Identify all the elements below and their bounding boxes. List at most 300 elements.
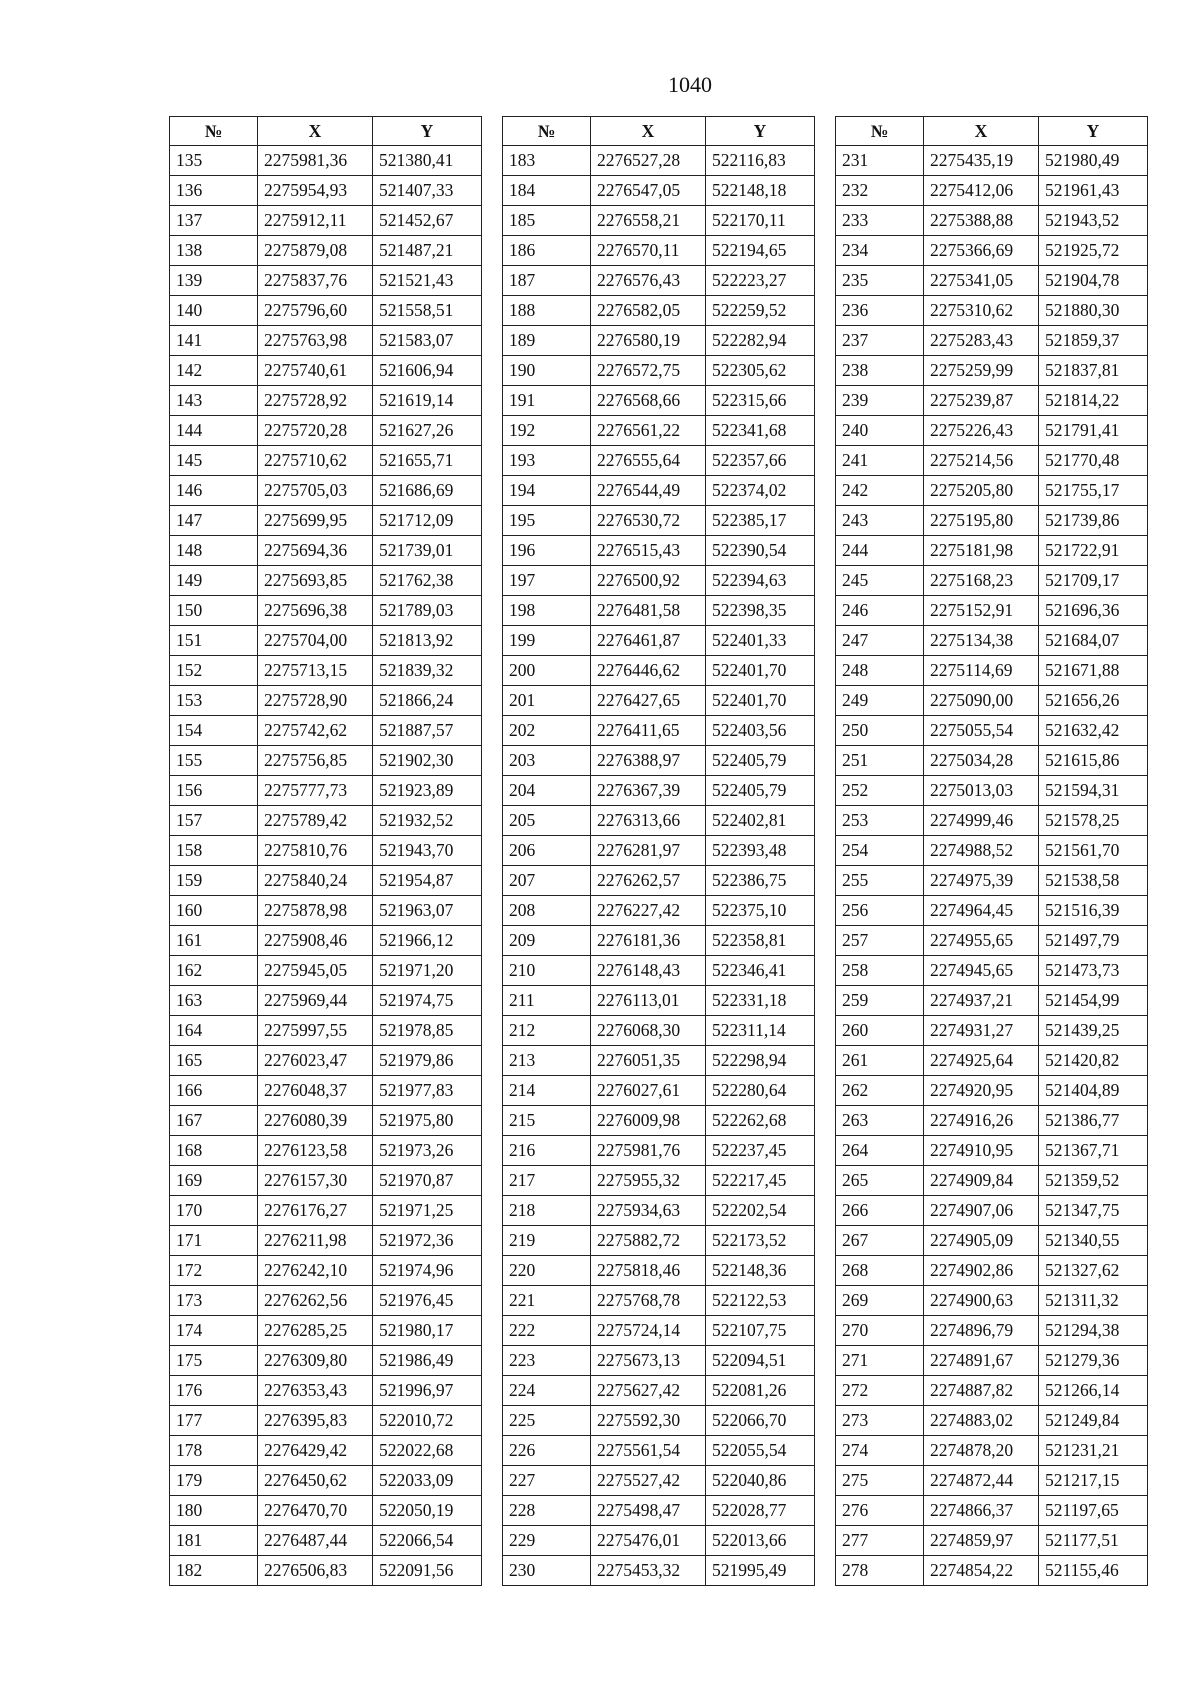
y-coordinate-cell: 522375,10 [706,896,815,926]
table-row [170,1136,482,1166]
point-number-cell: 205 [503,806,591,836]
table-row [503,1166,815,1196]
point-number-cell: 170 [170,1196,258,1226]
y-coordinate-cell: 521497,79 [1039,926,1148,956]
y-coordinate-cell: 521359,52 [1039,1166,1148,1196]
y-coordinate-cell: 521487,21 [373,236,482,266]
x-coordinate-cell: 2276309,80 [258,1346,373,1376]
table-row [170,806,482,836]
x-coordinate-cell: 2276555,64 [591,446,706,476]
x-coordinate-cell: 2275476,01 [591,1526,706,1556]
point-number-cell: 247 [836,626,924,656]
x-coordinate-cell: 2275796,60 [258,296,373,326]
x-coordinate-cell: 2275694,36 [258,536,373,566]
x-coordinate-cell: 2275945,05 [258,956,373,986]
point-number-cell: 193 [503,446,591,476]
y-coordinate-cell: 521977,83 [373,1076,482,1106]
y-coordinate-cell: 522385,17 [706,506,815,536]
x-coordinate-cell: 2275818,46 [591,1256,706,1286]
point-number-cell: 150 [170,596,258,626]
x-coordinate-cell: 2276281,97 [591,836,706,866]
point-number-cell: 227 [503,1466,591,1496]
point-number-cell: 204 [503,776,591,806]
y-coordinate-cell: 521231,21 [1039,1436,1148,1466]
point-number-cell: 275 [836,1466,924,1496]
table-row [170,326,482,356]
y-coordinate-cell: 522405,79 [706,776,815,806]
point-number-cell: 277 [836,1526,924,1556]
y-coordinate-cell: 521155,46 [1039,1556,1148,1586]
y-coordinate-cell: 522040,86 [706,1466,815,1496]
point-number-cell: 199 [503,626,591,656]
point-number-cell: 234 [836,236,924,266]
point-number-cell: 146 [170,476,258,506]
coordinates-table-2 [502,116,815,1586]
point-number-cell: 238 [836,356,924,386]
point-number-cell: 235 [836,266,924,296]
x-coordinate-cell: 2276530,72 [591,506,706,536]
x-coordinate-cell: 2276427,65 [591,686,706,716]
x-coordinate-cell: 2276411,65 [591,716,706,746]
x-coordinate-cell: 2274937,21 [924,986,1039,1016]
table-header-row [503,117,815,146]
point-number-cell: 220 [503,1256,591,1286]
y-coordinate-cell: 521976,45 [373,1286,482,1316]
x-coordinate-cell: 2276395,83 [258,1406,373,1436]
y-coordinate-cell: 521709,17 [1039,566,1148,596]
point-number-cell: 214 [503,1076,591,1106]
x-coordinate-cell: 2275882,72 [591,1226,706,1256]
table-row [836,176,1148,206]
x-coordinate-cell: 2275283,43 [924,326,1039,356]
table-row [170,776,482,806]
table-row [836,446,1148,476]
x-coordinate-cell: 2275934,63 [591,1196,706,1226]
point-number-cell: 215 [503,1106,591,1136]
point-number-cell: 224 [503,1376,591,1406]
x-coordinate-cell: 2275205,80 [924,476,1039,506]
x-coordinate-cell: 2275720,28 [258,416,373,446]
y-coordinate-cell: 521294,38 [1039,1316,1148,1346]
point-number-cell: 255 [836,866,924,896]
point-number-cell: 163 [170,986,258,1016]
point-number-cell: 151 [170,626,258,656]
point-number-cell: 147 [170,506,258,536]
point-number-cell: 152 [170,656,258,686]
point-number-cell: 223 [503,1346,591,1376]
table-row [503,926,815,956]
y-coordinate-cell: 521594,31 [1039,776,1148,806]
y-coordinate-cell: 521686,69 [373,476,482,506]
y-coordinate-cell: 521655,71 [373,446,482,476]
table-row [836,1526,1148,1556]
table-row [170,1436,482,1466]
y-coordinate-cell: 521979,86 [373,1046,482,1076]
point-number-cell: 157 [170,806,258,836]
point-number-cell: 161 [170,926,258,956]
point-number-cell: 190 [503,356,591,386]
x-coordinate-cell: 2276211,98 [258,1226,373,1256]
point-number-cell: 138 [170,236,258,266]
y-coordinate-cell: 521978,85 [373,1016,482,1046]
x-coordinate-cell: 2275954,93 [258,176,373,206]
x-coordinate-cell: 2276068,30 [591,1016,706,1046]
y-coordinate-cell: 522393,48 [706,836,815,866]
y-coordinate-cell: 522401,33 [706,626,815,656]
table-row [503,1136,815,1166]
table-row [170,1016,482,1046]
x-coordinate-cell: 2274999,46 [924,806,1039,836]
x-coordinate-cell: 2276582,05 [591,296,706,326]
y-coordinate-cell: 521656,26 [1039,686,1148,716]
y-coordinate-cell: 521380,41 [373,146,482,176]
table-row [503,986,815,1016]
x-coordinate-cell: 2276580,19 [591,326,706,356]
table-row [503,956,815,986]
table-row [503,1196,815,1226]
table-row [503,1286,815,1316]
y-coordinate-cell: 521880,30 [1039,296,1148,326]
table-row [836,626,1148,656]
y-coordinate-cell: 521923,89 [373,776,482,806]
x-coordinate-cell: 2276561,22 [591,416,706,446]
x-coordinate-cell: 2276487,44 [258,1526,373,1556]
table-header-row [836,117,1148,146]
y-coordinate-cell: 521177,51 [1039,1526,1148,1556]
y-coordinate-cell: 522405,79 [706,746,815,776]
point-number-cell: 153 [170,686,258,716]
table-row [836,1436,1148,1466]
y-coordinate-cell: 521974,75 [373,986,482,1016]
x-coordinate-cell: 2275435,19 [924,146,1039,176]
table-row [170,1076,482,1106]
point-number-cell: 180 [170,1496,258,1526]
table-row [503,236,815,266]
table-row [836,356,1148,386]
table-row [836,746,1148,776]
y-coordinate-cell: 522116,83 [706,146,815,176]
table-row [170,296,482,326]
x-coordinate-cell: 2275134,38 [924,626,1039,656]
table-row [503,1436,815,1466]
y-coordinate-cell: 522050,19 [373,1496,482,1526]
point-number-cell: 213 [503,1046,591,1076]
table-row [836,776,1148,806]
x-coordinate-cell: 2276367,39 [591,776,706,806]
y-coordinate-cell: 522223,27 [706,266,815,296]
x-coordinate-cell: 2276470,70 [258,1496,373,1526]
x-coordinate-cell: 2275997,55 [258,1016,373,1046]
y-coordinate-cell: 521902,30 [373,746,482,776]
table-row [170,1046,482,1076]
x-coordinate-cell: 2274975,39 [924,866,1039,896]
point-number-cell: 241 [836,446,924,476]
table-row [503,896,815,926]
y-coordinate-cell: 521762,38 [373,566,482,596]
table-row [503,446,815,476]
point-number-cell: 273 [836,1406,924,1436]
point-number-cell: 165 [170,1046,258,1076]
y-coordinate-cell: 521755,17 [1039,476,1148,506]
y-coordinate-cell: 521279,36 [1039,1346,1148,1376]
y-coordinate-cell: 521971,20 [373,956,482,986]
column-header-number: № [836,117,924,146]
x-coordinate-cell: 2276450,62 [258,1466,373,1496]
table-row [170,266,482,296]
table-row [170,1226,482,1256]
x-coordinate-cell: 2275592,30 [591,1406,706,1436]
x-coordinate-cell: 2276113,01 [591,986,706,1016]
x-coordinate-cell: 2275763,98 [258,326,373,356]
table-row [836,1106,1148,1136]
point-number-cell: 265 [836,1166,924,1196]
x-coordinate-cell: 2275181,98 [924,536,1039,566]
table-row [836,386,1148,416]
y-coordinate-cell: 521887,57 [373,716,482,746]
table-row [170,596,482,626]
x-coordinate-cell: 2275713,15 [258,656,373,686]
table-row [170,356,482,386]
point-number-cell: 162 [170,956,258,986]
y-coordinate-cell: 521995,49 [706,1556,815,1586]
y-coordinate-cell: 521386,77 [1039,1106,1148,1136]
x-coordinate-cell: 2275090,00 [924,686,1039,716]
y-coordinate-cell: 522358,81 [706,926,815,956]
x-coordinate-cell: 2275705,03 [258,476,373,506]
x-coordinate-cell: 2274902,86 [924,1256,1039,1286]
y-coordinate-cell: 521943,52 [1039,206,1148,236]
table-row [170,1406,482,1436]
y-coordinate-cell: 521986,49 [373,1346,482,1376]
table-row [170,1286,482,1316]
point-number-cell: 200 [503,656,591,686]
point-number-cell: 166 [170,1076,258,1106]
table-row [503,836,815,866]
y-coordinate-cell: 521340,55 [1039,1226,1148,1256]
table-row [170,986,482,1016]
x-coordinate-cell: 2276446,62 [591,656,706,686]
x-coordinate-cell: 2275837,76 [258,266,373,296]
x-coordinate-cell: 2275756,85 [258,746,373,776]
x-coordinate-cell: 2276027,61 [591,1076,706,1106]
point-number-cell: 140 [170,296,258,326]
point-number-cell: 243 [836,506,924,536]
table-row [836,566,1148,596]
point-number-cell: 192 [503,416,591,446]
y-coordinate-cell: 522280,64 [706,1076,815,1106]
point-number-cell: 164 [170,1016,258,1046]
point-number-cell: 148 [170,536,258,566]
point-number-cell: 257 [836,926,924,956]
x-coordinate-cell: 2275768,78 [591,1286,706,1316]
x-coordinate-cell: 2276262,56 [258,1286,373,1316]
table-row [503,746,815,776]
x-coordinate-cell: 2275561,54 [591,1436,706,1466]
point-number-cell: 207 [503,866,591,896]
point-number-cell: 159 [170,866,258,896]
x-coordinate-cell: 2275152,91 [924,596,1039,626]
x-coordinate-cell: 2275742,62 [258,716,373,746]
table-row [170,896,482,926]
x-coordinate-cell: 2274859,97 [924,1526,1039,1556]
y-coordinate-cell: 521837,81 [1039,356,1148,386]
x-coordinate-cell: 2275912,11 [258,206,373,236]
y-coordinate-cell: 521791,41 [1039,416,1148,446]
y-coordinate-cell: 521452,67 [373,206,482,236]
table-row [503,1226,815,1256]
table-row [503,716,815,746]
x-coordinate-cell: 2275696,38 [258,596,373,626]
table-row [836,476,1148,506]
point-number-cell: 264 [836,1136,924,1166]
x-coordinate-cell: 2274887,82 [924,1376,1039,1406]
x-coordinate-cell: 2276148,43 [591,956,706,986]
point-number-cell: 239 [836,386,924,416]
x-coordinate-cell: 2275879,08 [258,236,373,266]
point-number-cell: 136 [170,176,258,206]
y-coordinate-cell: 521839,32 [373,656,482,686]
point-number-cell: 219 [503,1226,591,1256]
point-number-cell: 206 [503,836,591,866]
x-coordinate-cell: 2274955,65 [924,926,1039,956]
x-coordinate-cell: 2275777,73 [258,776,373,806]
y-coordinate-cell: 521327,62 [1039,1256,1148,1286]
point-number-cell: 258 [836,956,924,986]
y-coordinate-cell: 521974,96 [373,1256,482,1286]
point-number-cell: 135 [170,146,258,176]
x-coordinate-cell: 2276242,10 [258,1256,373,1286]
y-coordinate-cell: 521925,72 [1039,236,1148,266]
point-number-cell: 242 [836,476,924,506]
y-coordinate-cell: 521619,14 [373,386,482,416]
y-coordinate-cell: 521347,75 [1039,1196,1148,1226]
table-row [836,146,1148,176]
point-number-cell: 175 [170,1346,258,1376]
x-coordinate-cell: 2275810,76 [258,836,373,866]
table-row [170,956,482,986]
table-row [170,1316,482,1346]
y-coordinate-cell: 522315,66 [706,386,815,416]
y-coordinate-cell: 521632,42 [1039,716,1148,746]
point-number-cell: 191 [503,386,591,416]
x-coordinate-cell: 2275034,28 [924,746,1039,776]
coordinates-table-3 [835,116,1148,1586]
x-coordinate-cell: 2276353,43 [258,1376,373,1406]
x-coordinate-cell: 2274964,45 [924,896,1039,926]
table-row [836,236,1148,266]
y-coordinate-cell: 521684,07 [1039,626,1148,656]
point-number-cell: 211 [503,986,591,1016]
table-row [170,1376,482,1406]
table-row [503,1316,815,1346]
point-number-cell: 233 [836,206,924,236]
point-number-cell: 256 [836,896,924,926]
y-coordinate-cell: 522237,45 [706,1136,815,1166]
point-number-cell: 177 [170,1406,258,1436]
table-row [503,596,815,626]
table-row [170,866,482,896]
x-coordinate-cell: 2276023,47 [258,1046,373,1076]
point-number-cell: 202 [503,716,591,746]
point-number-cell: 251 [836,746,924,776]
y-coordinate-cell: 522262,68 [706,1106,815,1136]
table-row [170,1526,482,1556]
y-coordinate-cell: 521538,58 [1039,866,1148,896]
table-row [836,506,1148,536]
y-coordinate-cell: 521671,88 [1039,656,1148,686]
y-coordinate-cell: 521943,70 [373,836,482,866]
page-number: 1040 [668,72,712,97]
y-coordinate-cell: 522357,66 [706,446,815,476]
table-row [503,1466,815,1496]
point-number-cell: 144 [170,416,258,446]
point-number-cell: 216 [503,1136,591,1166]
point-number-cell: 226 [503,1436,591,1466]
point-number-cell: 217 [503,1166,591,1196]
x-coordinate-cell: 2276051,35 [591,1046,706,1076]
x-coordinate-cell: 2275878,98 [258,896,373,926]
x-coordinate-cell: 2274872,44 [924,1466,1039,1496]
table-row [170,1466,482,1496]
x-coordinate-cell: 2275412,06 [924,176,1039,206]
table-row [170,536,482,566]
y-coordinate-cell: 522259,52 [706,296,815,326]
point-number-cell: 197 [503,566,591,596]
x-coordinate-cell: 2274909,84 [924,1166,1039,1196]
x-coordinate-cell: 2276568,66 [591,386,706,416]
coordinates-table-1 [169,116,482,1586]
x-coordinate-cell: 2275673,13 [591,1346,706,1376]
x-coordinate-cell: 2275259,99 [924,356,1039,386]
table-row [170,236,482,266]
y-coordinate-cell: 522022,68 [373,1436,482,1466]
column-header-y: Y [1039,117,1148,146]
point-number-cell: 195 [503,506,591,536]
y-coordinate-cell: 521954,87 [373,866,482,896]
y-coordinate-cell: 522066,70 [706,1406,815,1436]
table-row [170,1556,482,1586]
point-number-cell: 260 [836,1016,924,1046]
y-coordinate-cell: 522282,94 [706,326,815,356]
point-number-cell: 245 [836,566,924,596]
point-number-cell: 250 [836,716,924,746]
x-coordinate-cell: 2275710,62 [258,446,373,476]
x-coordinate-cell: 2276285,25 [258,1316,373,1346]
y-coordinate-cell: 521722,91 [1039,536,1148,566]
x-coordinate-cell: 2275366,69 [924,236,1039,266]
table-row [503,1406,815,1436]
table-row [503,1526,815,1556]
point-number-cell: 229 [503,1526,591,1556]
x-coordinate-cell: 2276176,27 [258,1196,373,1226]
table-row [836,1316,1148,1346]
point-number-cell: 262 [836,1076,924,1106]
y-coordinate-cell: 522374,02 [706,476,815,506]
point-number-cell: 172 [170,1256,258,1286]
column-header-y: Y [373,117,482,146]
y-coordinate-cell: 522170,11 [706,206,815,236]
table-row [836,536,1148,566]
x-coordinate-cell: 2276570,11 [591,236,706,266]
table-row [170,506,482,536]
point-number-cell: 189 [503,326,591,356]
point-number-cell: 185 [503,206,591,236]
point-number-cell: 231 [836,146,924,176]
x-coordinate-cell: 2274896,79 [924,1316,1039,1346]
table-row [170,746,482,776]
y-coordinate-cell: 522148,18 [706,176,815,206]
y-coordinate-cell: 521971,25 [373,1196,482,1226]
